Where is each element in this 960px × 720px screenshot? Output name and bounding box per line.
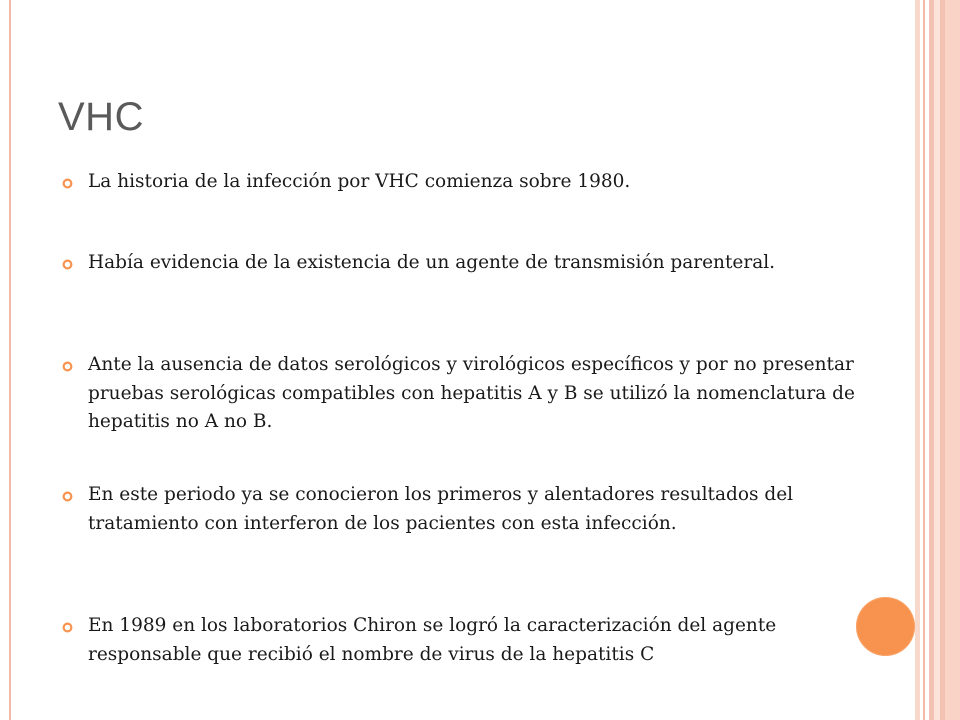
bullet-item bbox=[60, 351, 858, 437]
slide-frame-left-border bbox=[9, 0, 11, 720]
bullet-text: En este periodo ya se conocieron los primeros y alentadores resultados del tratamiento con interferon de los pacientes con esta infección. bbox=[88, 484, 794, 534]
bullet-marker-icon bbox=[62, 178, 73, 189]
bullet-text: Ante la ausencia de datos serológicos y virológicos específicos y por no presentar pruebas serológicas compatibles con hepatitis A y B se utilizó la nomenclatura de hepatitis no A no B. bbox=[88, 354, 855, 432]
bullet-marker-icon bbox=[62, 361, 73, 372]
decor-accent-circle bbox=[856, 597, 915, 656]
bullet-item bbox=[60, 168, 858, 197]
bullet-text: La historia de la infección por VHC comienza sobre 1980. bbox=[88, 171, 631, 192]
slide-title: VHC bbox=[58, 95, 144, 139]
bullet-text: Había evidencia de la existencia de un agente de transmisión parenteral. bbox=[88, 252, 776, 273]
bullet-marker-icon bbox=[62, 491, 73, 502]
bullet-item bbox=[60, 481, 858, 538]
bullet-text: En 1989 en los laboratorios Chiron se logró la caracterización del agente responsable que recibió el nombre de virus de la hepatitis C bbox=[88, 615, 777, 665]
bullet-item bbox=[60, 249, 858, 278]
bullet-marker-icon bbox=[62, 622, 73, 633]
bullet-item bbox=[60, 612, 858, 669]
decor-stripe bbox=[945, 0, 960, 720]
bullet-marker-icon bbox=[62, 259, 73, 270]
